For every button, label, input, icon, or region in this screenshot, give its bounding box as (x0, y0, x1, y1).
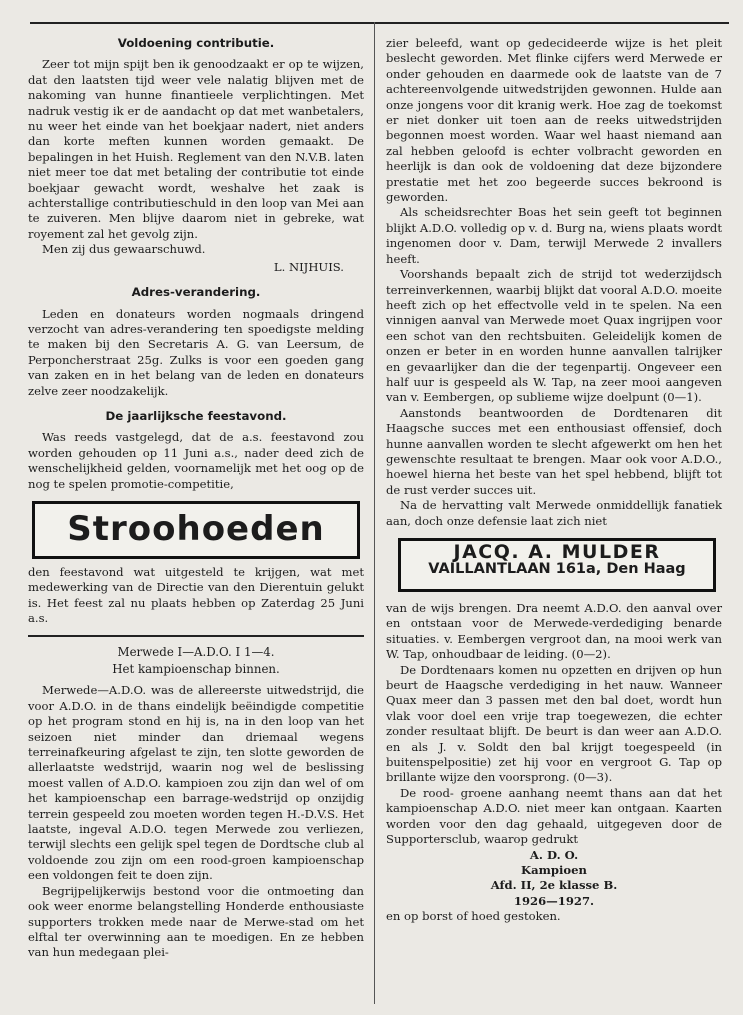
column-divider (374, 22, 375, 1004)
match-subheading: Het kampioenschap binnen. (112, 662, 280, 676)
section-rule (28, 635, 364, 637)
paragraph: Men zij dus gewaarschuwd. (42, 242, 206, 257)
paragraph: Was reeds vastgelegd, dat de a.s. feestavond zou worden gehouden op 11 Juni a.s., nader deed zich de wenschelijkheid gelden, voornamelijk met het oog op de nog te spelen promotie-competitie, (28, 430, 364, 491)
paragraph: zier beleefd, want op gedecideerde wijze is het pleit beslecht geworden. Met flinke cijfers werd Merwede er onder gehouden en daarmede ook de laatste van de 7 achtereenvolgende uitwedstrijden gewonnen. Hulde aan onze jongens voor dit kranig werk. Hoe zag de toekomst er niet donker uit toen aan de reeks uitwedstrijden begonnen moest worden. Waar wel haast niemand aan zal hebben geloofd is echter volbracht geworden en heerlijk is dan ook de voldoening dat deze bijzondere prestatie met het zoo begeerde succes bekroond is geworden. (386, 36, 722, 205)
paragraph: Na de hervatting valt Merwede onmiddellijk fanatiek aan, doch onze defensie laat zich niet (386, 498, 722, 528)
paragraph: van de wijs brengen. Dra neemt A.D.O. den aanval over en ontstaan voor de Merwede-verdediging benarde situaties. v. Eembergen vergroot dan, na mooi werk van W. Tap, onhoudbaar de leiding. (0—2). (386, 601, 722, 662)
heading-adres: Adres-verandering. (131, 285, 261, 300)
advertisement-stroohoeden: Stroohoeden (32, 501, 360, 559)
heading-feestavond: De jaarlijksche feestavond. (105, 408, 287, 423)
paragraph: Zeer tot mijn spijt ben ik genoodzaakt er op te wijzen, dat den laatsten tijd weer vele nalatig blijven met de nakoming van hunne finantieele verplichtingen. Met nadruk vestig ik er de aandacht op dat met wanbetalers, nu weer het einde van het boekjaar nadert, niet anders dan korte meften kunnen worden gemaakt. De bepalingen in het Huish. Reglement van den N.V.B. laten niet meer toe dat met betaling der contributie tot einde boekjaar gewacht wordt, weshalve het zaak is achterstallige contributieschuld in den loop van Mei aan te zuiveren. Men blijve daarom niet in gebreke, wat royement zal het gevolg zijn. (28, 57, 364, 241)
match-heading: Merwede I—A.D.O. I 1—4. (117, 644, 275, 659)
card-line-afdeling: Afd. II, 2e klasse B. (490, 878, 618, 893)
heading-contributie: Voldoening contributie. (117, 36, 275, 50)
top-rule (30, 22, 729, 24)
paragraph: den feestavond wat uitgesteld te krijgen, wat met medewerking van de Directie van den Dierentuin gelukt is. Het feest zal nu plaats hebben op Zaterdag 25 Juni a.s. (28, 564, 364, 626)
card-line-club: A. D. O. (529, 847, 579, 862)
card-line-kampioen: Kampioen (521, 862, 587, 877)
paragraph: Voorshands bepaalt zich de strijd tot wederzijdsch terreinverkennen, waarbij blijkt dat vooral A.D.O. moeite heeft zich op het effectvolle veld in te spelen. Na een vinnigen aanval van Merwede moet Quax ingrijpen voor een schot van den rechtsbuiten. Geleidelijk komen de onzen er beter in en worden hunne aanvallen talrijker en gevaarlijker dan die der tegenpartij. Ongeveer een half uur is gespeeld als W. Tap, na zeer mooi aangeven van v. Eembergen, op sublieme wijze doelpunt (0—1). (386, 267, 722, 405)
paragraph: Begrijpelijkerwijs bestond voor die ontmoeting dan ook weer enorme belangstelling Honderde enthousiaste supporters trokken mede naar de Merwe-stad om het elftal ter overwinning aan te moedigen. En ze hebben van hun medegaan plei- (28, 883, 364, 960)
paragraph: Merwede—A.D.O. was de allereerste uitwedstrijd, die voor A.D.O. in de thans eindelijk beëindigde competitie op het program stond en hij is, na in den loop van het seizoen niet minder dan driemaal wegens terreinafkeuring afgelast te zijn, ten slotte geworden de allerlaatste wedstrijd, waarin nog wel de beslissing moest vallen of A.D.O. kampioen zou zijn dan wel of om het kampioenschap een barrage-wedstrijd op onzijdig terrein gespeeld zou moeten worden tegen H.-D.V.S. Het laatste, ingeval A.D.O. tegen Merwede zou verliezen, terwijl slechts een gelijk spel tegen de Dordtsche club al voldoende zou zijn om een rood-groen kampioenschap een voldongen feit te doen zijn. (28, 683, 364, 883)
paragraph: Aanstonds beantwoorden de Dordtenaren dit Haagsche succes met een enthousiast offensief, doch hunne aanvallen worden te slecht afgewerkt om hen het gewenschte resultaat te brengen. Maar ook voor A.D.O., hoewel hierna het beste van het spel hebbend, blijft tot de rust verder succes uit. (386, 405, 722, 497)
card-line-season: 1926—1927. (513, 893, 595, 908)
paragraph: en op borst of hoed gestoken. (386, 909, 561, 924)
signature: L. NIJHUIS. (273, 259, 344, 274)
paragraph: De rood- groene aanhang neemt thans aan dat het kampioenschap A.D.O. niet meer kan ontgaan. Kaarten worden voor den dag gehaald, uitgegeven door de Supportersclub, waarop gedrukt (386, 785, 722, 847)
paragraph: Als scheidsrechter Boas het sein geeft tot beginnen blijkt A.D.O. volledig op v. d. Burg na, wiens plaats wordt ingenomen door v. Dam, terwijl Merwede 2 invallers heeft. (386, 205, 722, 266)
advertisement-mulder (398, 538, 716, 592)
left-column (28, 36, 364, 961)
right-column (386, 36, 722, 925)
paragraph: Leden en donateurs worden nogmaals dringend verzocht van adres-verandering ten spoedigste melding te maken bij den Secretaris A. G. van Leersum, de Perponcherstraat 25g. Zulks is voor een goeden gang van zaken en in het belang van de leden en donateurs zelve zeer noodzakelijk. (28, 306, 364, 398)
paragraph: De Dordtenaars komen nu opzetten en drijven op hun beurt de Haagsche verdediging in het nauw. Wanneer Quax meer dan 3 passen met den bal doet, wordt hun vlak voor doel een vrije trap toegewezen, die echter zonder resultaat blijft. De beurt is dan weer aan A.D.O. en als J. v. Soldt den bal krijgt toegespeeld (in buitenspelpositie) zet hij voor en vergroot G. Tap op brillante wijze den voorsprong. (0—3). (386, 662, 722, 785)
ad-address: VAILLANTLAAN 161a, Den Haag (428, 561, 686, 578)
ad-name: JACQ. A. MULDER (453, 541, 661, 563)
